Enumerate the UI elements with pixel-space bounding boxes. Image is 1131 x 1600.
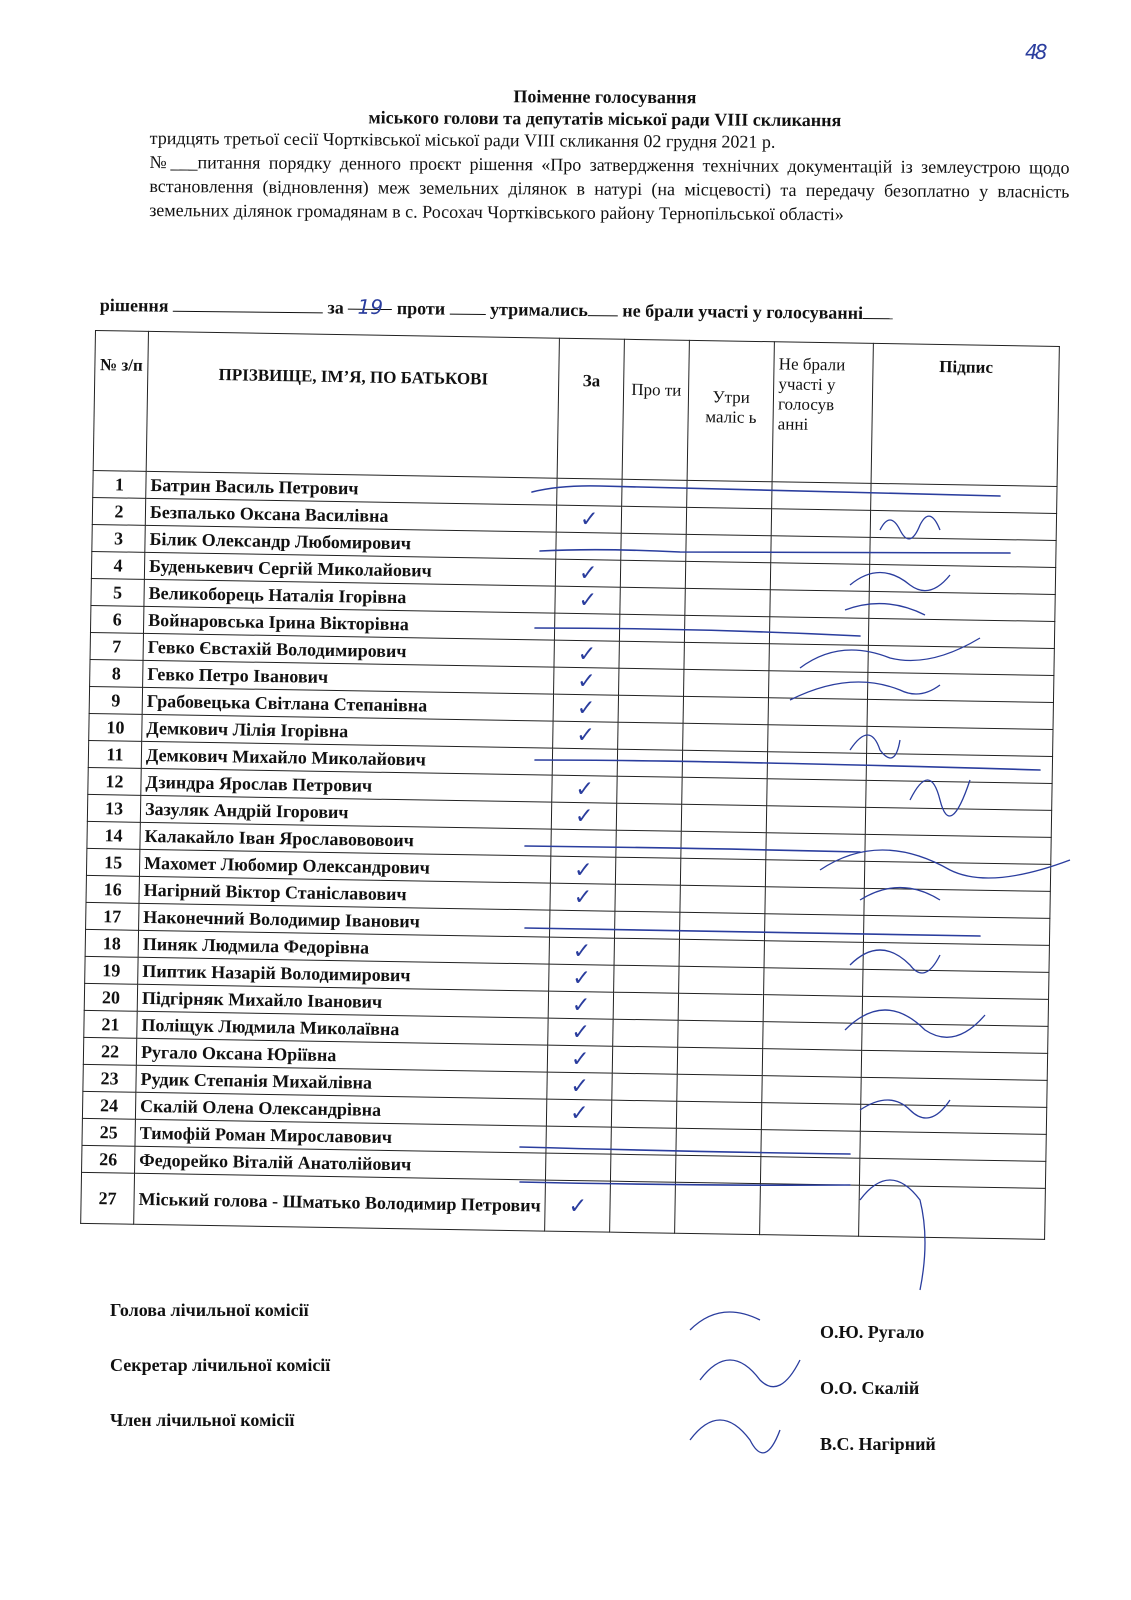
vote-abstained-cell[interactable] — [682, 804, 767, 832]
row-number: 3 — [92, 524, 145, 552]
signature-cell[interactable] — [861, 1077, 1047, 1107]
vote-abstained-cell[interactable] — [686, 507, 771, 535]
vote-for-cell[interactable] — [552, 802, 617, 830]
checkmark-icon: ✓ — [578, 560, 598, 586]
handwritten-page-number: 48 — [1025, 40, 1045, 64]
signature-cell[interactable] — [869, 591, 1055, 621]
commission-head-name: О.Ю. Ругало — [820, 1322, 925, 1342]
deputy-name: Безпалько Оксана Василівна — [145, 498, 557, 532]
row-number: 19 — [85, 956, 138, 984]
vote-not-voted-cell[interactable] — [771, 563, 870, 592]
vote-abstained-cell[interactable] — [684, 642, 769, 670]
vote-for-cell[interactable] — [549, 937, 614, 965]
decision-blank[interactable] — [173, 297, 323, 314]
vote-abstained-cell[interactable] — [687, 480, 772, 508]
row-number: 2 — [92, 497, 145, 525]
vote-abstained-cell[interactable] — [676, 1155, 761, 1183]
vote-abstained-cell[interactable] — [678, 1020, 763, 1048]
row-number: 24 — [82, 1091, 135, 1119]
vote-for-cell[interactable] — [545, 1180, 611, 1232]
deputy-name: Батрин Василь Петрович — [146, 471, 558, 505]
checkmark-icon: ✓ — [569, 1100, 589, 1126]
checkmark-icon: ✓ — [579, 506, 599, 532]
vote-against-cell[interactable] — [615, 911, 680, 939]
row-number: 7 — [90, 632, 143, 660]
deputy-name: Рудик Степанія Михайлівна — [136, 1065, 548, 1099]
vote-for-cell[interactable] — [547, 1072, 612, 1100]
vote-for-cell[interactable] — [550, 883, 615, 911]
vote-not-voted-cell[interactable] — [762, 1049, 861, 1078]
vote-for-cell[interactable] — [555, 613, 620, 641]
vote-not-voted-cell[interactable] — [764, 968, 863, 997]
deputy-name: Поліщук Людмила Миколаївна — [137, 1011, 549, 1045]
question-text: №___питання порядку денного проєкт рішення «Про затвердження технічних документацій із землеустрою щодо встановлення (відновлення) меж земельних ділянок в натурі (на місцевості) та передачу безоплатно у власність земельних ділянок громадянам в с. Росохач Чортківського району Тернопільської області» — [149, 151, 1070, 225]
vote-abstained-cell[interactable] — [684, 669, 769, 697]
checkmark-icon: ✓ — [572, 965, 591, 991]
vote-abstained-cell[interactable] — [677, 1074, 762, 1102]
row-number: 4 — [91, 551, 144, 579]
vote-abstained-cell[interactable] — [685, 588, 770, 616]
checkmark-icon: ✓ — [574, 803, 594, 829]
commission-member-label: Член лічильної комісії — [110, 1410, 295, 1430]
document-title: Поіменне голосування — [513, 86, 697, 108]
signature-cell[interactable] — [870, 510, 1056, 540]
for-count-field[interactable] — [348, 294, 392, 319]
checkmark-icon: ✓ — [573, 884, 593, 910]
signature-cell[interactable] — [868, 645, 1054, 675]
signature-cell[interactable] — [861, 1050, 1047, 1080]
vote-abstained-cell[interactable] — [679, 966, 764, 994]
vote-against-cell[interactable] — [621, 560, 686, 588]
vote-against-cell[interactable] — [621, 506, 686, 534]
checkmark-icon: ✓ — [576, 722, 596, 748]
vote-against-cell[interactable] — [613, 992, 678, 1020]
deputy-name: Войнаровська Ірина Вікторівна — [143, 606, 555, 640]
signature-cell[interactable] — [865, 834, 1051, 864]
row-number: 16 — [86, 875, 139, 903]
vote-for-cell[interactable] — [549, 964, 614, 992]
header-against: Про ти — [622, 339, 689, 480]
deputy-name: Нагірний Віктор Станіславович — [139, 876, 551, 910]
header-name: ПРІЗВИЩЕ, ІМ’Я, ПО БАТЬКОВІ — [146, 331, 559, 478]
against-count-field[interactable] — [450, 300, 486, 315]
signature-cell[interactable] — [866, 753, 1052, 783]
deputy-name: Грабовецька Світлана Степанівна — [142, 687, 554, 721]
signature-cell[interactable] — [869, 618, 1055, 648]
vote-for-cell[interactable] — [556, 559, 621, 587]
vote-for-cell[interactable] — [546, 1126, 611, 1154]
row-number: 6 — [90, 605, 143, 633]
commission-names — [820, 1322, 936, 1490]
header-abstained: Утри маліс ь — [687, 340, 774, 481]
vote-against-cell[interactable] — [618, 695, 683, 723]
header-for: За — [557, 338, 624, 479]
vote-not-voted-cell[interactable] — [770, 590, 869, 619]
checkmark-icon: ✓ — [576, 695, 596, 721]
vote-for-cell[interactable] — [547, 1045, 612, 1073]
vote-not-voted-cell[interactable] — [765, 887, 864, 916]
vote-not-voted-cell[interactable] — [769, 671, 868, 700]
vote-not-voted-cell[interactable] — [763, 995, 862, 1024]
vote-against-cell[interactable] — [614, 938, 679, 966]
signature-cell[interactable] — [862, 1023, 1048, 1053]
row-number: 22 — [83, 1037, 136, 1065]
vote-not-voted-cell[interactable] — [762, 1076, 861, 1105]
row-number: 12 — [88, 767, 141, 795]
signature-cell[interactable] — [870, 564, 1056, 594]
checkmark-icon: ✓ — [572, 938, 592, 964]
vote-abstained-cell[interactable] — [677, 1101, 762, 1129]
vote-against-cell[interactable] — [620, 614, 685, 642]
vote-abstained-cell[interactable] — [686, 534, 771, 562]
vote-not-voted-cell[interactable] — [767, 752, 866, 781]
signature-cell[interactable] — [860, 1158, 1046, 1188]
row-number: 5 — [91, 578, 144, 606]
vote-against-cell[interactable] — [615, 884, 680, 912]
vote-against-cell[interactable] — [617, 803, 682, 831]
signature-cell[interactable] — [864, 915, 1050, 945]
vote-against-cell[interactable] — [617, 749, 682, 777]
signature-cell[interactable] — [859, 1185, 1046, 1239]
vote-abstained-cell[interactable] — [675, 1182, 761, 1234]
deputy-name: Підгірняк Михайло Іванович — [137, 984, 549, 1018]
vote-for-cell[interactable] — [551, 856, 616, 884]
vote-for-cell[interactable] — [550, 910, 615, 938]
deputy-name: Буденькевич Сергій Миколайович — [144, 552, 556, 586]
vote-not-voted-cell[interactable] — [771, 536, 870, 565]
row-number: 10 — [89, 713, 142, 741]
vote-for-cell[interactable] — [554, 640, 619, 668]
signature-cell[interactable] — [863, 942, 1049, 972]
deputy-name: Великоборець Наталія Ігорівна — [144, 579, 556, 613]
commission-secretary-label: Секретар лічильної комісії — [110, 1355, 331, 1375]
vote-against-cell[interactable] — [612, 1046, 677, 1074]
vote-for-cell[interactable] — [548, 1018, 613, 1046]
vote-for-cell[interactable] — [553, 694, 618, 722]
signature-cell[interactable] — [867, 699, 1053, 729]
vote-not-voted-cell[interactable] — [760, 1184, 860, 1237]
deputy-name: Дзиндра Ярослав Петрович — [141, 768, 553, 802]
vote-abstained-cell[interactable] — [680, 912, 765, 940]
vote-not-voted-cell[interactable] — [768, 698, 867, 727]
signature-cell[interactable] — [865, 807, 1051, 837]
commission-secretary-name: О.О. Скалій — [820, 1378, 920, 1398]
vote-against-cell[interactable] — [616, 830, 681, 858]
vote-against-cell[interactable] — [613, 1019, 678, 1047]
vote-for-cell[interactable] — [552, 748, 617, 776]
vote-against-cell[interactable] — [612, 1073, 677, 1101]
vote-for-cell[interactable] — [557, 478, 622, 506]
vote-for-cell[interactable] — [551, 829, 616, 857]
signature-cell[interactable] — [864, 888, 1050, 918]
signature-cell[interactable] — [870, 537, 1056, 567]
vote-abstained-cell[interactable] — [678, 993, 763, 1021]
deputy-name: Гевко Петро Іванович — [143, 660, 555, 694]
signature-cell[interactable] — [860, 1131, 1046, 1161]
row-number: 23 — [83, 1064, 136, 1092]
row-number: 25 — [82, 1118, 135, 1146]
deputy-name: Міський голова - Шматько Володимир Петрович — [134, 1173, 546, 1231]
vote-abstained-cell[interactable] — [683, 696, 768, 724]
vote-against-cell[interactable] — [619, 641, 684, 669]
commission-member-name: В.С. Нагірний — [820, 1434, 936, 1454]
deputy-name: Калакайло Іван Ярославововоич — [140, 822, 552, 856]
vote-table — [80, 330, 1060, 1240]
vote-abstained-cell[interactable] — [685, 615, 770, 643]
deputy-name: Пиняк Людмила Федорівна — [138, 930, 550, 964]
checkmark-icon: ✓ — [570, 1073, 590, 1099]
vote-against-cell[interactable] — [612, 1100, 677, 1128]
deputy-name: Демкович Лілія Ігорівна — [142, 714, 554, 748]
vote-for-cell[interactable] — [548, 991, 613, 1019]
row-number: 14 — [87, 821, 140, 849]
vote-not-voted-cell[interactable] — [770, 617, 869, 646]
vote-not-voted-cell[interactable] — [769, 644, 868, 673]
vote-abstained-cell[interactable] — [682, 777, 767, 805]
deputy-name: Гевко Євстахій Володимирович — [143, 633, 555, 667]
abstained-label: утримались — [490, 299, 588, 321]
vote-for-cell[interactable] — [546, 1153, 611, 1181]
vote-not-voted-cell[interactable] — [766, 806, 865, 835]
vote-against-cell[interactable] — [614, 965, 679, 993]
decision-line — [100, 292, 1060, 326]
commission-head-label: Голова лічильної комісії — [110, 1300, 309, 1320]
signature-cell[interactable] — [867, 726, 1053, 756]
vote-for-cell[interactable] — [555, 586, 620, 614]
row-number: 17 — [86, 902, 139, 930]
checkmark-icon: ✓ — [577, 641, 597, 667]
vote-not-voted-cell[interactable] — [761, 1157, 860, 1186]
header-num: № з/п — [93, 331, 148, 472]
deputy-name: Білик Олександр Любомирович — [145, 525, 557, 559]
vote-not-voted-cell[interactable] — [767, 779, 866, 808]
session-line: тридцять третьої сесії Чортківської міської ради VIII скликання 02 грудня 2021 р. — [149, 127, 776, 152]
row-number: 11 — [88, 740, 141, 768]
row-number: 8 — [90, 659, 143, 687]
vote-not-voted-cell[interactable] — [761, 1130, 860, 1159]
vote-abstained-cell[interactable] — [683, 723, 768, 751]
vote-rows — [81, 470, 1057, 1239]
vote-for-cell[interactable] — [553, 721, 618, 749]
row-number: 21 — [84, 1010, 137, 1038]
vote-not-voted-cell[interactable] — [766, 860, 865, 889]
vote-abstained-cell[interactable] — [677, 1047, 762, 1075]
vote-not-voted-cell[interactable] — [762, 1103, 861, 1132]
vote-abstained-cell[interactable] — [686, 561, 771, 589]
vote-against-cell[interactable] — [610, 1181, 676, 1233]
vote-for-cell[interactable] — [556, 532, 621, 560]
abstained-count-field[interactable] — [588, 301, 618, 316]
vote-against-cell[interactable] — [620, 587, 685, 615]
vote-abstained-cell[interactable] — [682, 750, 767, 778]
vote-not-voted-cell[interactable] — [764, 941, 863, 970]
checkmark-icon: ✓ — [575, 776, 595, 802]
deputy-name: Наконечний Володимир Іванович — [139, 903, 551, 937]
vote-not-voted-cell[interactable] — [771, 509, 870, 538]
signature-cell[interactable] — [871, 483, 1057, 513]
deputy-name: Ругало Оксана Юріївна — [136, 1038, 548, 1072]
vote-against-cell[interactable] — [619, 668, 684, 696]
vote-not-voted-cell[interactable] — [768, 725, 867, 754]
checkmark-icon: ✓ — [578, 587, 598, 613]
signature-cell[interactable] — [863, 969, 1049, 999]
commission-labels — [110, 1300, 330, 1465]
vote-against-cell[interactable] — [611, 1154, 676, 1182]
signature-cell[interactable] — [862, 996, 1048, 1026]
vote-against-cell[interactable] — [611, 1127, 676, 1155]
row-number: 26 — [82, 1145, 135, 1173]
document-subtitle: міського голови та депутатів міської ради VIII скликання — [368, 107, 842, 131]
deputy-name: Зазуляк Андрій Ігорович — [140, 795, 552, 829]
vote-not-voted-cell[interactable] — [766, 833, 865, 862]
vote-not-voted-cell[interactable] — [763, 1022, 862, 1051]
header-not-voted: Не брали участі у голосув анні — [772, 342, 873, 484]
row-number: 27 — [81, 1172, 135, 1224]
vote-abstained-cell[interactable] — [681, 831, 766, 859]
for-count: 19 — [357, 294, 384, 319]
deputy-name: Пиптик Назарій Володимирович — [138, 957, 550, 991]
checkmark-icon: ✓ — [577, 668, 596, 694]
row-number: 15 — [86, 848, 139, 876]
row-number: 9 — [89, 686, 142, 714]
row-number: 1 — [93, 470, 146, 498]
vote-not-voted-cell[interactable] — [772, 482, 871, 511]
row-number: 13 — [87, 794, 140, 822]
for-label: за — [327, 297, 344, 318]
vote-against-cell[interactable] — [618, 722, 683, 750]
deputy-name: Тимофій Роман Мирославович — [135, 1119, 547, 1153]
checkmark-icon: ✓ — [571, 992, 591, 1018]
vote-against-cell[interactable] — [616, 857, 681, 885]
vote-for-cell[interactable] — [552, 775, 617, 803]
deputy-name: Федорейко Віталій Анатолійович — [135, 1146, 547, 1180]
deputy-name: Демкович Михайло Миколайович — [141, 741, 553, 775]
not-voted-label: не брали участі у голосуванні — [622, 300, 864, 323]
vote-abstained-cell[interactable] — [680, 885, 765, 913]
vote-against-cell[interactable] — [622, 479, 687, 507]
checkmark-icon: ✓ — [570, 1046, 590, 1072]
vote-for-cell[interactable] — [556, 505, 621, 533]
vote-abstained-cell[interactable] — [676, 1128, 761, 1156]
vote-abstained-cell[interactable] — [681, 858, 766, 886]
checkmark-icon: ✓ — [568, 1193, 588, 1219]
vote-for-cell[interactable] — [554, 667, 619, 695]
document-header — [149, 84, 1070, 228]
deputy-name: Махомет Любомир Олександрович — [139, 849, 551, 883]
decision-label: рішення — [99, 294, 169, 316]
vote-not-voted-cell[interactable] — [765, 914, 864, 943]
row-number: 20 — [84, 983, 137, 1011]
signature-cell[interactable] — [866, 780, 1052, 810]
deputy-name: Скалій Олена Олександрівна — [135, 1092, 547, 1126]
vote-against-cell[interactable] — [617, 776, 682, 804]
signature-cell[interactable] — [865, 861, 1051, 891]
not-voted-count-field[interactable] — [863, 304, 893, 319]
vote-abstained-cell[interactable] — [679, 939, 764, 967]
checkmark-icon: ✓ — [571, 1019, 591, 1045]
checkmark-icon: ✓ — [573, 857, 593, 883]
signature-cell[interactable] — [868, 672, 1054, 702]
vote-for-cell[interactable] — [547, 1099, 612, 1127]
vote-against-cell[interactable] — [621, 533, 686, 561]
row-number: 18 — [85, 929, 138, 957]
against-label: проти — [396, 298, 446, 319]
header-signature: Підпис — [871, 343, 1059, 486]
signature-cell[interactable] — [861, 1104, 1047, 1134]
